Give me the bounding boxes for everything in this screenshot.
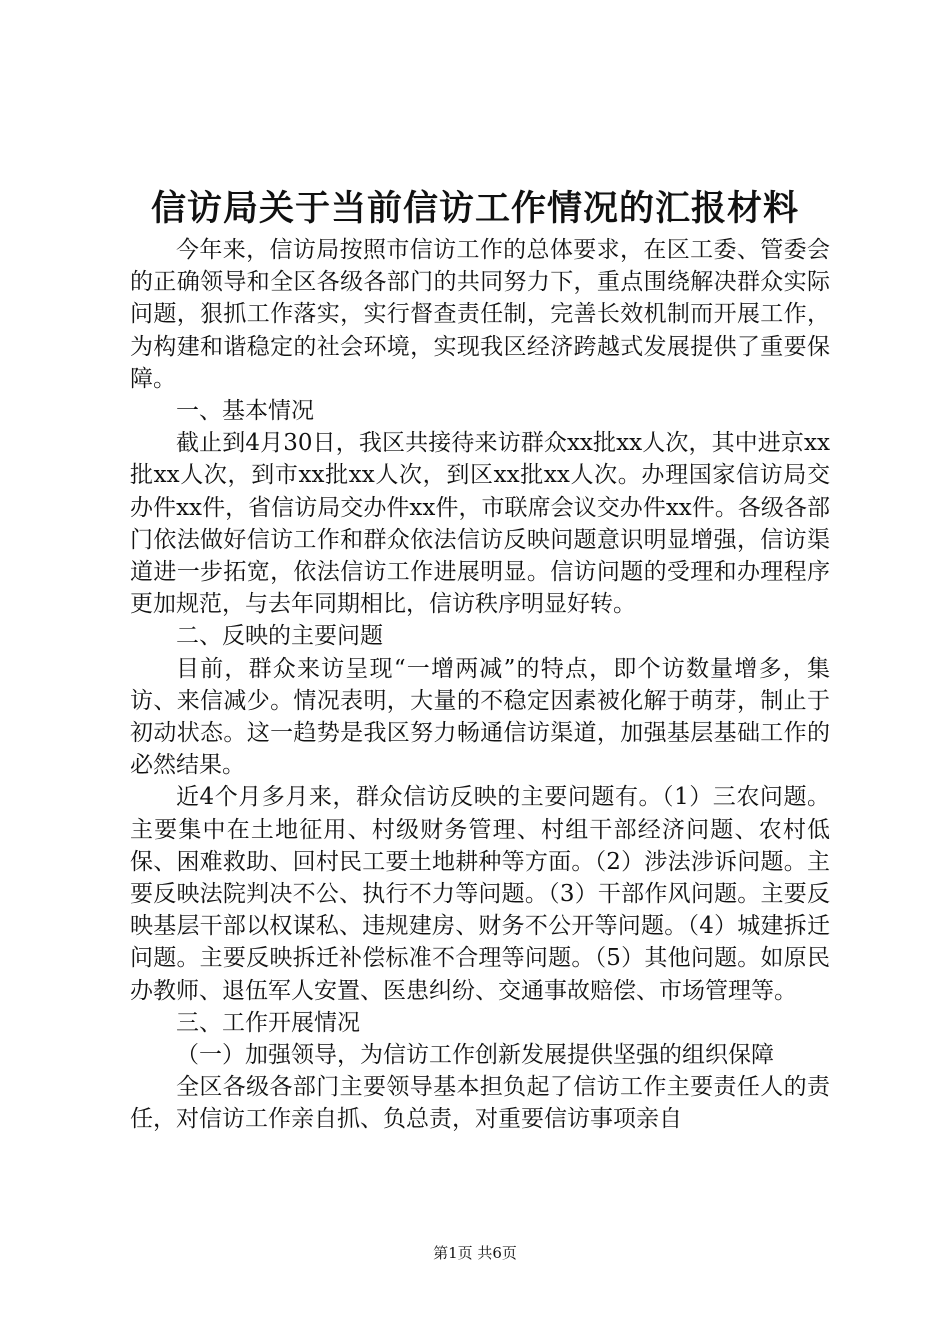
section-heading-work-progress: 三、工作开展情况 xyxy=(176,1009,360,1036)
page-number-footer: 第1页 共6页 xyxy=(433,1244,517,1262)
section-heading-basic-situation: 一、基本情况 xyxy=(176,398,314,425)
document-body xyxy=(130,234,830,1136)
intro-paragraph: 今年来，信访局按照市信访工作的总体要求，在区工委、管委会的正确领导和全区各级各部门的共同努力下，重点围绕解决群众实际问题，狠抓工作落实，实行督查责任制，完善长效机制而开展工作，为构建和谐稳定的社会环境，实现我区经济跨越式发展提供了重要保障。 xyxy=(130,237,830,392)
basic-situation-paragraph: 截止到4月30日，我区共接待来访群众xx批xx人次，其中进京xx批xx人次，到市xx批xx人次，到区xx批xx人次。办理国家信访局交办件xx件，省信访局交办件xx件，市联席会议交办件xx件。各级各部门依法做好信访工作和群众依法信访反映问题意识明显增强，信访渠道进一步拓宽，依法信访工作进展明显。信访问题的受理和办理程序更加规范，与去年同期相比，信访秩序明显好转。 xyxy=(130,430,830,618)
document-title: 信访局关于当前信访工作情况的汇报材料 xyxy=(150,188,799,229)
leadership-paragraph: 全区各级各部门主要领导基本担负起了信访工作主要责任人的责任，对信访工作亲自抓、负总责，对重要信访事项亲自 xyxy=(130,1074,830,1133)
section-heading-main-issues: 二、反映的主要问题 xyxy=(176,623,383,650)
main-issues-paragraph-1: 目前，群众来访呈现“一增两减”的特点，即个访数量增多，集访、来信减少。情况表明，大量的不稳定因素被化解于萌芽，制止于初动状态。这一趋势是我区努力畅通信访渠道，加强基层基础工作的必然结果。 xyxy=(130,655,830,779)
subsection-heading-leadership: （一）加强领导，为信访工作创新发展提供坚强的组织保障 xyxy=(176,1042,774,1069)
main-issues-paragraph-2: 近4个月多月来，群众信访反映的主要问题有。（1）三农问题。主要集中在土地征用、村级财务管理、村组干部经济问题、农村低保、困难救助、回村民工要土地耕种等方面。（2）涉法涉诉问题。主要反映法院判决不公、执行不力等问题。（3）干部作风问题。主要反映基层干部以权谋私、违规建房、财务不公开等问题。（4）城建拆迁问题。主要反映拆迁补偿标准不合理等问题。（5）其他问题。如原民办教师、退伍军人安置、医患纠纷、交通事故赔偿、市场管理等。 xyxy=(130,784,830,1004)
